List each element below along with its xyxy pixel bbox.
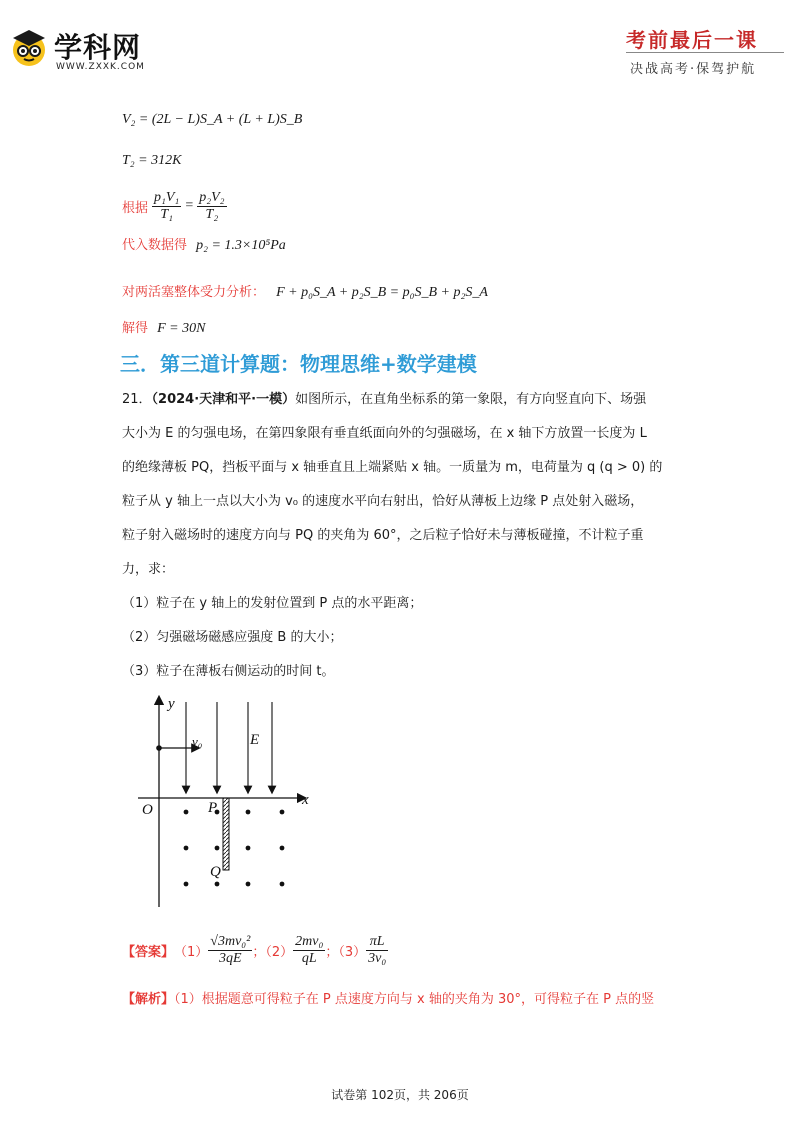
b-field-dot — [215, 846, 220, 851]
page-footer: 试卷第 102页，共 206页 — [331, 1088, 469, 1102]
problem-line-4: 粒子从 y 轴上一点以大小为 v₀ 的速度水平向右射出，恰好从薄板上边缘 P 点处射入磁场， — [122, 494, 644, 509]
answer-3-den: 3v₀ — [368, 950, 387, 966]
problem-text — [122, 383, 692, 689]
b-field-dot — [280, 810, 285, 815]
equation-v2: V₂ = (2L − L)S_A + (L + L)S_B — [122, 112, 303, 127]
problem-line-6: 力，求： — [122, 562, 175, 577]
equation-substitute — [122, 234, 286, 254]
answer-2-num: 2mv₀ — [295, 933, 324, 949]
answer-tag: 【答案】 — [122, 944, 175, 960]
b-field-dot — [280, 882, 285, 887]
gas-law-right-den: T₂ — [205, 206, 219, 222]
x-axis-label: x — [302, 792, 309, 808]
question-2: （2）匀强磁场磁感应强度 B 的大小； — [122, 630, 343, 645]
b-field-dot — [184, 882, 189, 887]
solve-value: F = 30N — [157, 321, 206, 336]
equals-sign: = — [185, 198, 194, 213]
gas-law-left-num: p₁V₁ — [154, 189, 180, 205]
substitute-value: p₂ = 1.3×10⁵Pa — [196, 238, 286, 253]
gas-law-left-fraction — [152, 190, 181, 223]
problem-number: 21． — [122, 392, 152, 407]
plate-pq — [223, 798, 229, 870]
problem-line-1-text: 如图所示，在直角坐标系的第一象限，有方向竖直向下、场强 — [295, 392, 647, 407]
b-field-dot — [246, 810, 251, 815]
v0-label: v₀ — [192, 734, 203, 749]
equation-force — [122, 281, 488, 301]
problem-line-2: 大小为 E 的匀强电场，在第四象限有垂直纸面向外的匀强磁场，在 x 轴下方放置一长度为 L — [122, 426, 647, 441]
physics-figure — [138, 692, 318, 912]
analysis-text: （1）根据题意可得粒子在 P 点速度方向与 x 轴的夹角为 30°，可得粒子在 P 点的竖 — [174, 992, 655, 1007]
answer-part-1-label: （1） — [174, 944, 209, 960]
problem-line-3: 的绝缘薄板 PQ，挡板平面与 x 轴垂直且上端紧贴 x 轴。一质量为 m，电荷量为 q (q > 0) 的 — [122, 460, 663, 475]
gas-law-right-fraction — [197, 190, 226, 223]
answer-2-den: qL — [301, 950, 317, 966]
header — [0, 0, 800, 90]
gas-law-left-den: T₁ — [160, 206, 173, 222]
gas-law-label: 根据 — [122, 200, 149, 216]
equation-t2: T₂ = 312K — [122, 153, 182, 168]
answer-3-fraction — [366, 934, 388, 967]
answer-3-num: πL — [366, 934, 388, 951]
brand-subtitle: 决战高考·保驾护航 — [630, 62, 757, 77]
y-axis-label: y — [168, 696, 175, 712]
analysis-tag: 【解析】 — [122, 992, 175, 1007]
answer-part-3-label: ；（3） — [325, 944, 367, 960]
logo-mascot-icon — [8, 26, 50, 68]
question-3: （3）粒子在薄板右侧运动的时间 t。 — [122, 664, 335, 679]
logo-url: WWW.ZXXK.COM — [56, 62, 145, 72]
b-field-dot — [184, 810, 189, 815]
analysis-line — [122, 988, 702, 1007]
brand-title: 考前最后一课 — [626, 28, 758, 52]
b-field-dot — [215, 882, 220, 887]
origin-label: O — [142, 802, 153, 818]
e-label: E — [250, 732, 260, 748]
answer-2-fraction — [293, 934, 325, 967]
substitute-label: 代入数据得 — [122, 238, 188, 253]
b-field-dot — [246, 882, 251, 887]
answer-1-fraction — [208, 934, 252, 967]
question-1: （1）粒子在 y 轴上的发射位置到 P 点的水平距离； — [122, 596, 423, 611]
b-field-dot — [246, 846, 251, 851]
problem-line-5: 粒子射入磁场时的速度方向与 PQ 的夹角为 60°，之后粒子恰好未与薄板碰撞，不计粒子重 — [122, 528, 644, 543]
brand-divider — [626, 52, 784, 53]
figure-svg — [138, 692, 318, 912]
gas-law-right-num: p₂V₂ — [199, 189, 225, 205]
problem-line-1 — [122, 383, 692, 417]
b-field-dot — [280, 846, 285, 851]
answer-part-2-label: ；（2） — [252, 944, 294, 960]
problem-source: （2024·天津和平·一模） — [151, 392, 296, 407]
answer-1-den: 3qE — [219, 950, 242, 966]
answer-1-num: √3mv₀² — [210, 933, 251, 949]
section-heading: 三．第三道计算题：物理思维+数学建模 — [120, 352, 477, 376]
force-equation: F + p₀S_A + p₂S_B = p₀S_B + p₂S_A — [276, 285, 488, 300]
answer-line — [122, 928, 388, 972]
force-label: 对两活塞整体受力分析： — [122, 285, 266, 300]
solve-label: 解得 — [122, 321, 149, 336]
equation-gas-law — [122, 186, 227, 226]
b-field-dot — [184, 846, 189, 851]
p-label: P — [208, 800, 218, 816]
equation-solve — [122, 317, 205, 337]
logo-text: 学科网 — [54, 31, 142, 64]
q-label: Q — [210, 864, 221, 880]
